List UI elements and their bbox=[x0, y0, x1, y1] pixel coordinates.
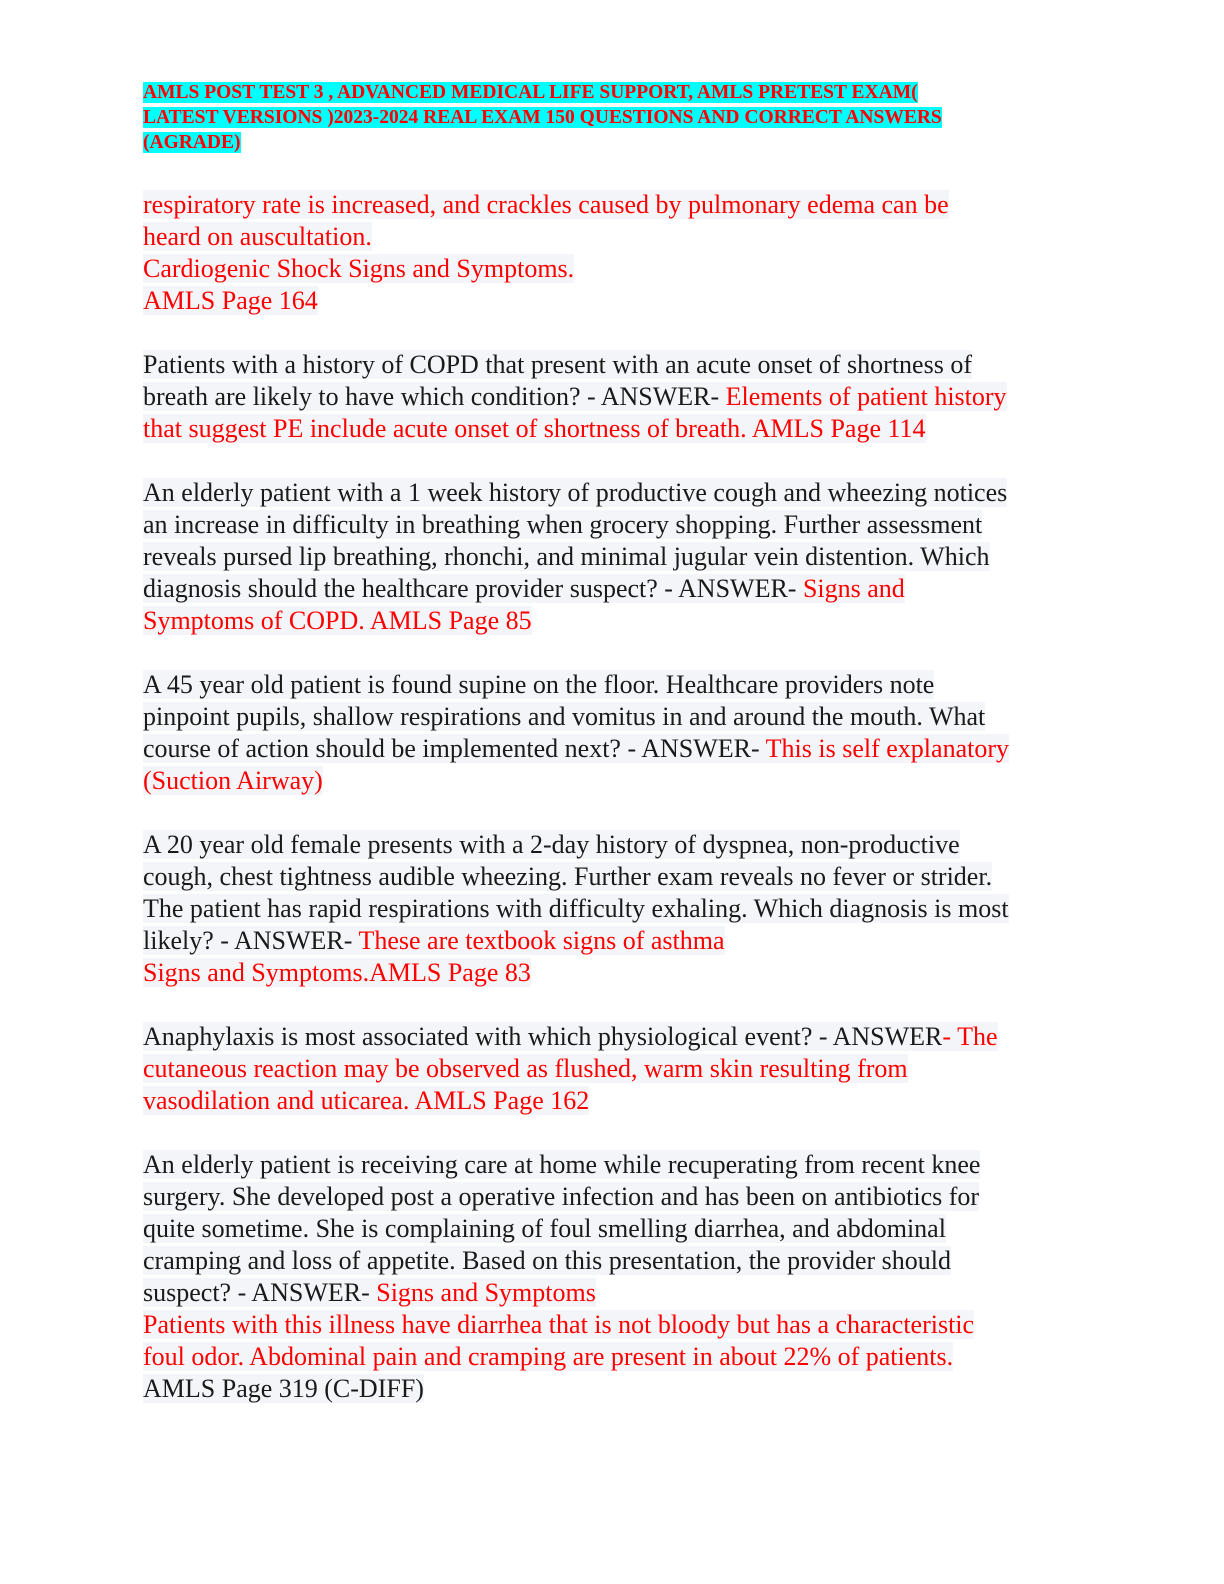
answer-text: Patients with this illness have diarrhea that is not bloody but has a characteristic bbox=[143, 1310, 975, 1339]
qa-line bbox=[143, 541, 1078, 573]
qa-line bbox=[143, 1149, 1078, 1181]
answer-text: Elements of patient history bbox=[725, 382, 1007, 411]
qa-line bbox=[143, 669, 1078, 701]
answer-text: - The bbox=[942, 1022, 998, 1051]
answer-text: (Suction Airway) bbox=[143, 766, 323, 795]
intro-line bbox=[143, 221, 1078, 253]
qa-line bbox=[143, 1181, 1078, 1213]
question-text: suspect? - ANSWER- bbox=[143, 1278, 377, 1307]
question-text: Patients with a history of COPD that present with an acute onset of shortness of bbox=[143, 350, 972, 379]
question-text: Anaphylaxis is most associated with which physiological event? - ANSWER bbox=[143, 1022, 943, 1051]
answer-text: that suggest PE include acute onset of shortness of breath. AMLS Page 114 bbox=[143, 414, 926, 443]
qa-item bbox=[143, 829, 1078, 989]
question-text: The patient has rapid respirations with difficulty exhaling. Which diagnosis is most bbox=[143, 894, 1009, 923]
qa-item bbox=[143, 1021, 1078, 1117]
qa-line bbox=[143, 509, 1078, 541]
qa-line bbox=[143, 1053, 1078, 1085]
question-text: an increase in difficulty in breathing when grocery shopping. Further assessment bbox=[143, 510, 983, 539]
answer-text: Signs and bbox=[802, 574, 905, 603]
qa-line bbox=[143, 1085, 1078, 1117]
answer-text: This is self explanatory bbox=[765, 734, 1009, 763]
title-line: (AGRADE) bbox=[143, 132, 241, 153]
answer-text: Signs and Symptoms.AMLS Page 83 bbox=[143, 958, 531, 987]
qa-line bbox=[143, 957, 1078, 989]
answer-text: vasodilation and uticarea. AMLS Page 162 bbox=[143, 1086, 590, 1115]
question-text: breath are likely to have which condition? - ANSWER- bbox=[143, 382, 726, 411]
intro-line bbox=[143, 189, 1078, 221]
question-text: reveals pursed lip breathing, rhonchi, and minimal jugular vein distention. Which bbox=[143, 542, 990, 571]
qa-line bbox=[143, 605, 1078, 637]
qa-line bbox=[143, 701, 1078, 733]
question-text: A 45 year old patient is found supine on the floor. Healthcare providers note bbox=[143, 670, 935, 699]
qa-line bbox=[143, 573, 1078, 605]
intro-line bbox=[143, 253, 1078, 285]
qa-line bbox=[143, 1213, 1078, 1245]
answer-text: AMLS Page 164 bbox=[143, 286, 318, 315]
answer-text: heard on auscultation. bbox=[143, 222, 372, 251]
qa-item bbox=[143, 1149, 1078, 1405]
question-text: An elderly patient with a 1 week history of productive cough and wheezing notices bbox=[143, 478, 1008, 507]
intro-line bbox=[143, 285, 1078, 317]
qa-line bbox=[143, 1341, 1078, 1373]
qa-line bbox=[143, 925, 1078, 957]
question-text: pinpoint pupils, shallow respirations and vomitus in and around the mouth. What bbox=[143, 702, 986, 731]
qa-list bbox=[143, 349, 1078, 1405]
document-page bbox=[143, 80, 1078, 1405]
answer-text: cutaneous reaction may be observed as flushed, warm skin resulting from bbox=[143, 1054, 908, 1083]
qa-line bbox=[143, 1277, 1078, 1309]
question-text: diagnosis should the healthcare provider suspect? - ANSWER- bbox=[143, 574, 803, 603]
qa-line bbox=[143, 413, 1078, 445]
question-text: quite sometime. She is complaining of foul smelling diarrhea, and abdominal bbox=[143, 1214, 946, 1243]
qa-line bbox=[143, 1309, 1078, 1341]
qa-line bbox=[143, 1245, 1078, 1277]
qa-line bbox=[143, 765, 1078, 797]
question-text: course of action should be implemented next? - ANSWER- bbox=[143, 734, 766, 763]
qa-line bbox=[143, 477, 1078, 509]
question-text: cramping and loss of appetite. Based on this presentation, the provider should bbox=[143, 1246, 951, 1275]
answer-text: foul odor. Abdominal pain and cramping are present in about 22% of patients. bbox=[143, 1342, 954, 1371]
answer-text: Signs and Symptoms bbox=[376, 1278, 596, 1307]
answer-text: Cardiogenic Shock Signs and Symptoms. bbox=[143, 254, 575, 283]
answer-text: Symptoms of COPD. AMLS Page 85 bbox=[143, 606, 532, 635]
question-text: AMLS Page 319 (C-DIFF) bbox=[143, 1374, 424, 1403]
qa-item bbox=[143, 669, 1078, 797]
title-line: LATEST VERSIONS )2023-2024 REAL EXAM 150 QUESTIONS AND CORRECT ANSWERS bbox=[143, 107, 942, 128]
answer-text: These are textbook signs of asthma bbox=[358, 926, 725, 955]
qa-line bbox=[143, 381, 1078, 413]
question-text: An elderly patient is receiving care at home while recuperating from recent knee bbox=[143, 1150, 981, 1179]
qa-item bbox=[143, 477, 1078, 637]
qa-line bbox=[143, 349, 1078, 381]
question-text: likely? - ANSWER- bbox=[143, 926, 359, 955]
qa-line bbox=[143, 861, 1078, 893]
qa-line bbox=[143, 733, 1078, 765]
qa-line bbox=[143, 829, 1078, 861]
qa-line bbox=[143, 893, 1078, 925]
intro-answer bbox=[143, 189, 1078, 317]
title-line: AMLS POST TEST 3 , ADVANCED MEDICAL LIFE SUPPORT, AMLS PRETEST EXAM( bbox=[143, 82, 918, 103]
qa-line bbox=[143, 1373, 1078, 1405]
qa-line bbox=[143, 1021, 1078, 1053]
question-text: cough, chest tightness audible wheezing. Further exam reveals no fever or strider. bbox=[143, 862, 993, 891]
question-text: surgery. She developed post a operative infection and has been on antibiotics for bbox=[143, 1182, 980, 1211]
answer-text: respiratory rate is increased, and crackles caused by pulmonary edema can be bbox=[143, 190, 949, 219]
question-text: A 20 year old female presents with a 2-day history of dyspnea, non-productive bbox=[143, 830, 960, 859]
qa-item bbox=[143, 349, 1078, 445]
document-title bbox=[143, 80, 1078, 155]
